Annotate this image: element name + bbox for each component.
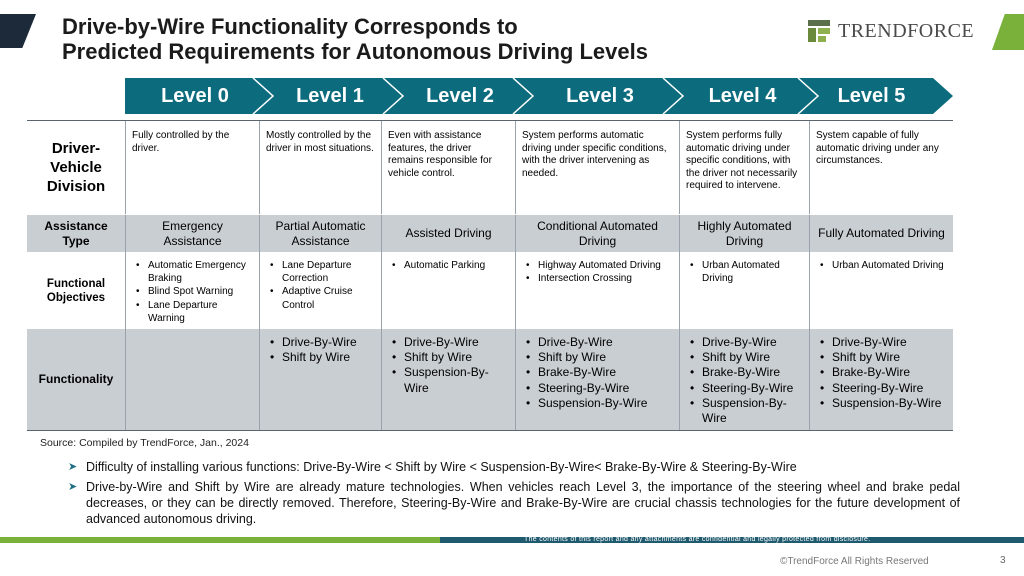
row-functional-objectives [27, 252, 953, 329]
page-title [62, 14, 782, 64]
list-item: • Shift by Wire [388, 350, 509, 365]
arrow-bullet-icon: ➤ [68, 461, 78, 473]
corner-decoration-right [992, 14, 1024, 50]
division-level-3: System performs automatic driving under specific conditions, with the driver intervening as needed. [515, 121, 679, 214]
list-item: • Shift by Wire [522, 350, 673, 365]
list-item: • Urban Automated Driving [686, 259, 803, 285]
list-item: • Blind Spot Warning [132, 285, 253, 298]
list-item: • Brake-By-Wire [686, 365, 803, 380]
confidential-notice: The contents of this report and any attachments are confidential and legally protected from disclosure. [524, 536, 871, 543]
list-item: • Shift by Wire [816, 350, 947, 365]
assistance-level-1: Partial Automatic Assistance [259, 215, 381, 252]
assistance-level-2: Assisted Driving [381, 215, 515, 252]
list-item: • Automatic Parking [388, 259, 509, 272]
list-item: • Adaptive Cruise Control [266, 285, 375, 311]
page-number: 3 [1000, 555, 1006, 566]
assistance-level-0: Emergency Assistance [125, 215, 259, 252]
list-item: • Lane Departure Correction [266, 259, 375, 285]
list-item: • Automatic Emergency Braking [132, 259, 253, 285]
functionality-level-5 [809, 329, 953, 430]
division-level-1: Mostly controlled by the driver in most situations. [259, 121, 381, 214]
row-header-assistance: Assistance Type [44, 218, 108, 248]
footer-accent [0, 537, 440, 543]
list-item: • Steering-By-Wire [522, 381, 673, 396]
level-chevrons [125, 78, 953, 114]
functionality-level-4 [679, 329, 809, 430]
row-driver-vehicle-division [27, 121, 953, 214]
note-item [68, 459, 960, 475]
table-bottom-rule [27, 430, 953, 431]
note-item [68, 479, 960, 527]
list-item: • Shift by Wire [686, 350, 803, 365]
arrow-bullet-icon: ➤ [68, 481, 78, 493]
key-notes [68, 459, 960, 531]
division-level-0: Fully controlled by the driver. [125, 121, 259, 214]
title-line-2: Predicted Requirements for Autonomous Driving Levels [62, 39, 648, 64]
objectives-level-0 [125, 252, 259, 329]
level-0-header: Level 0 [125, 78, 265, 114]
objectives-level-1 [259, 252, 381, 329]
list-item: • Intersection Crossing [522, 272, 673, 285]
list-item: • Lane Departure Warning [132, 299, 253, 325]
source-note: Source: Compiled by TrendForce, Jan., 2024 [40, 437, 249, 449]
level-band [125, 78, 953, 114]
list-item: • Highway Automated Driving [522, 259, 673, 272]
list-item: • Drive-By-Wire [816, 335, 947, 350]
note-text: Difficulty of installing various functions: Drive-By-Wire < Shift by Wire < Suspension-By-Wire< Brake-By-Wire & Steering-By-Wire [86, 460, 797, 474]
division-level-2: Even with assistance features, the driver remains responsible for vehicle control. [381, 121, 515, 214]
list-item: • Brake-By-Wire [816, 365, 947, 380]
list-item: • Drive-By-Wire [266, 335, 375, 350]
functionality-level-1 [259, 329, 381, 430]
division-level-5: System capable of fully automatic driving under any circumstances. [809, 121, 953, 214]
row-header-functionality: Functionality [38, 371, 114, 386]
row-assistance-type [27, 215, 953, 252]
objectives-level-5 [809, 252, 953, 329]
list-item: • Suspension-By-Wire [522, 396, 673, 411]
row-functionality [27, 329, 953, 430]
trendforce-logo [808, 18, 974, 44]
level-5-header: Level 5 [810, 78, 933, 114]
trendforce-logo-icon [808, 20, 830, 42]
list-item: • Drive-By-Wire [388, 335, 509, 350]
list-item: • Shift by Wire [266, 350, 375, 365]
title-line-1: Drive-by-Wire Functionality Corresponds to [62, 14, 518, 39]
list-item: • Suspension-By-Wire [388, 365, 509, 395]
functionality-level-2 [381, 329, 515, 430]
functionality-level-3 [515, 329, 679, 430]
list-item: • Brake-By-Wire [522, 365, 673, 380]
list-item: • Suspension-By-Wire [686, 396, 803, 426]
list-item: • Drive-By-Wire [686, 335, 803, 350]
level-4-header: Level 4 [675, 78, 810, 114]
list-item: • Drive-By-Wire [522, 335, 673, 350]
list-item: • Steering-By-Wire [816, 381, 947, 396]
list-item: • Steering-By-Wire [686, 381, 803, 396]
list-item: • Suspension-By-Wire [816, 396, 947, 411]
corner-decoration-left [0, 14, 36, 48]
level-1-header: Level 1 [265, 78, 395, 114]
objectives-level-2 [381, 252, 515, 329]
level-2-header: Level 2 [395, 78, 525, 114]
note-text: Drive-by-Wire and Shift by Wire are already mature technologies. When vehicles reach Level 3, the importance of the steering wheel and brake pedal decreases, or they can be directly removed. Therefore, Steering-By-Wire and Brake-By-Wire are crucial chassis technologies for the future development of advanced autonomous driving. [86, 480, 960, 526]
functionality-level-0 [125, 329, 259, 430]
objectives-level-4 [679, 252, 809, 329]
row-header-objectives: Functional Objectives [46, 277, 106, 304]
logo-text: TRENDFORCE [838, 19, 975, 42]
level-3-header: Level 3 [525, 78, 675, 114]
assistance-level-4: Highly Automated Driving [679, 215, 809, 252]
copyright: ©TrendForce All Rights Reserved [780, 556, 929, 567]
assistance-level-5: Fully Automated Driving [809, 215, 953, 252]
row-header-division: Driver-Vehicle Division [46, 140, 106, 195]
assistance-level-3: Conditional Automated Driving [515, 215, 679, 252]
list-item: • Urban Automated Driving [816, 259, 947, 272]
objectives-level-3 [515, 252, 679, 329]
division-level-4: System performs fully automatic driving under specific conditions, with the driver not necessarily required to intervene. [679, 121, 809, 214]
